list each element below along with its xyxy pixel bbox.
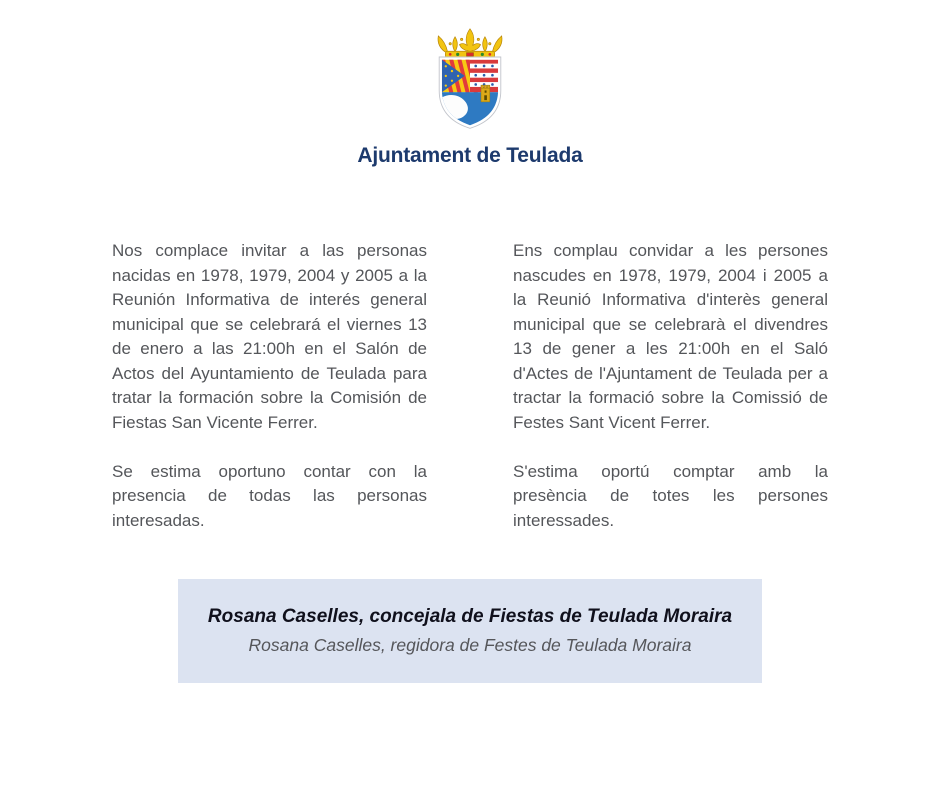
valencian-paragraph-1: Ens complau convidar a les persones nascudes en 1978, 1979, 2004 i 2005 a la Reunió Informativa d'interès general municipal que se celebrarà el divendres 13 de gener a les 21:00h en el Saló d'Actes de l'Ajuntament de Teulada per a tractar la formació sobre la Comissió de Festes Sant Vicent Ferrer. <box>513 241 828 432</box>
signature-valencian: Rosana Caselles, regidora de Festes de Teulada Moraira <box>248 635 692 655</box>
signature-box <box>178 579 762 683</box>
bilingual-text-columns <box>112 239 828 533</box>
signature-spanish: Rosana Caselles, concejala de Fiestas de Teulada Moraira <box>207 606 733 627</box>
spanish-paragraph-1: Nos complace invitar a las personas nacidas en 1978, 1979, 2004 y 2005 a la Reunión Informativa de interés general municipal que se celebrará el viernes 13 de enero a las 21:00h en el Salón de Actos del Ayuntamiento de Teulada para tratar la formación sobre la Comisión de Fiestas San Vicente Ferrer. <box>112 241 427 432</box>
tower-icon <box>481 85 490 102</box>
teulada-coat-of-arms <box>426 27 514 131</box>
spanish-column <box>112 239 427 533</box>
document-header <box>0 0 940 168</box>
spanish-paragraph-2: Se estima oportuno contar con la presencia de todas las personas interesadas. <box>112 461 427 530</box>
valencian-paragraph-2: S'estima oportú comptar amb la presència de totes les persones interessades. <box>513 461 828 530</box>
valencian-column <box>513 239 828 533</box>
page-title: Ajuntament de Teulada <box>357 144 583 167</box>
